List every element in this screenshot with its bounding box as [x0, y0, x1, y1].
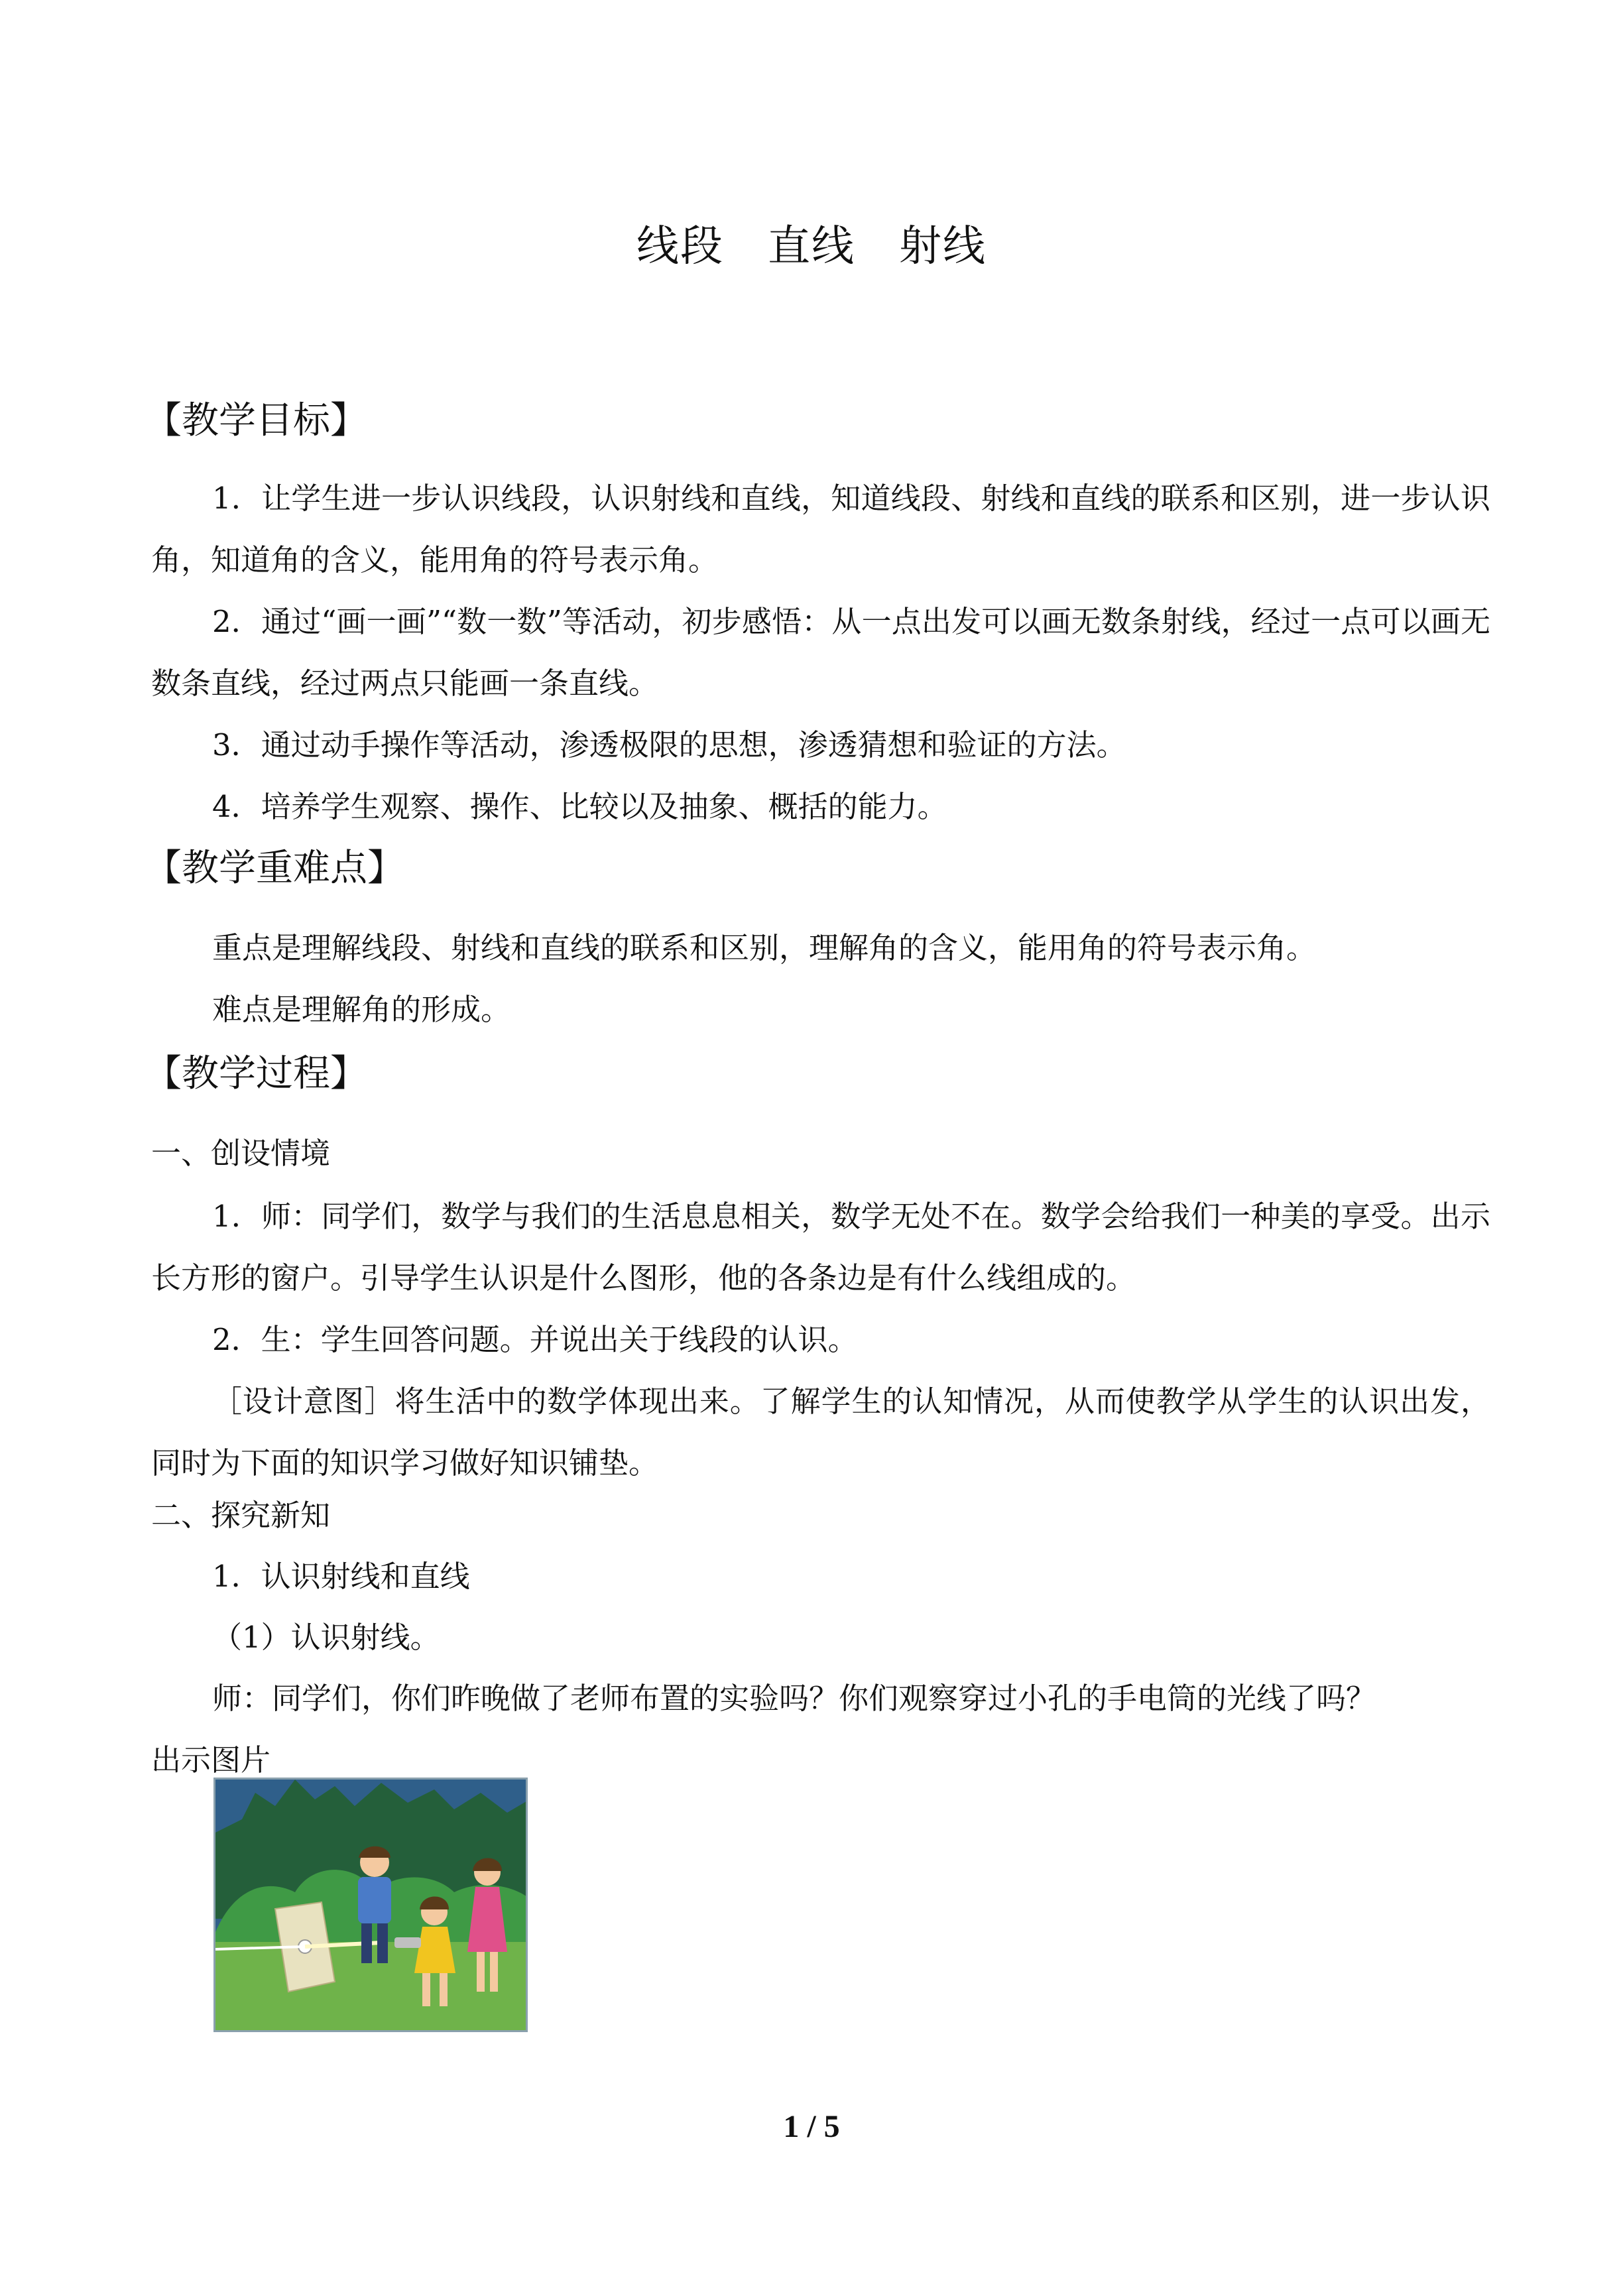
part2-title: 二、探究新知: [151, 1498, 331, 1533]
page-number: 1 / 5: [783, 2109, 840, 2144]
part2-text: 师：同学们，你们昨晚做了老师布置的实验吗？你们观察穿过小孔的手电筒的光线了吗？: [212, 1681, 1376, 1716]
difficult-point-item: 难点是理解角的形成。: [212, 992, 511, 1027]
part2-sub-heading: 1．认识射线和直线: [212, 1559, 470, 1594]
flashlight-experiment-illustration: [213, 1778, 528, 2032]
objective-item-3: 3．通过动手操作等活动，渗透极限的思想，渗透猜想和验证的方法。: [212, 727, 1126, 762]
objective-item-2: 2．通过“画一画”“数一数”等活动，初步感悟：从一点出发可以画无数条射线，经过一点可以画无数条直线，经过两点只能画一条直线。: [151, 604, 1490, 701]
design-intent: ［设计意图］将生活中的数学体现出来。了解学生的认知情况，从而使教学从学生的认识出发，同时为下面的知识学习做好知识铺垫。: [151, 1384, 1490, 1480]
section-heading-key-points: 【教学重难点】: [145, 847, 404, 890]
part1-title: 一、创设情境: [151, 1136, 331, 1171]
key-point-item: 重点是理解线段、射线和直线的联系和区别，理解角的含义，能用角的符号表示角。: [212, 930, 1317, 965]
objective-item-4: 4．培养学生观察、操作、比较以及抽象、概括的能力。: [212, 789, 947, 824]
section-heading-process: 【教学过程】: [145, 1052, 367, 1095]
page-title: 线段 直线 射线: [636, 222, 987, 271]
part2-sub-sub-heading: （1）认识射线。: [212, 1620, 440, 1655]
part1-item-2: 2．生：学生回答问题。并说出关于线段的认识。: [212, 1322, 858, 1357]
illustration-drawing: [215, 1780, 528, 2032]
objective-item-1: 1．让学生进一步认识线段，认识射线和直线，知道线段、射线和直线的联系和区别，进一步认识角，知道角的含义，能用角的符号表示角。: [151, 481, 1490, 577]
part2-text-tail: 出示图片: [151, 1742, 271, 1778]
part1-item-1: 1．师：同学们，数学与我们的生活息息相关，数学无处不在。数学会给我们一种美的享受。出示长方形的窗户。引导学生认识是什么图形，他的各条边是有什么线组成的。: [151, 1199, 1490, 1296]
section-heading-objectives: 【教学目标】: [145, 399, 367, 442]
